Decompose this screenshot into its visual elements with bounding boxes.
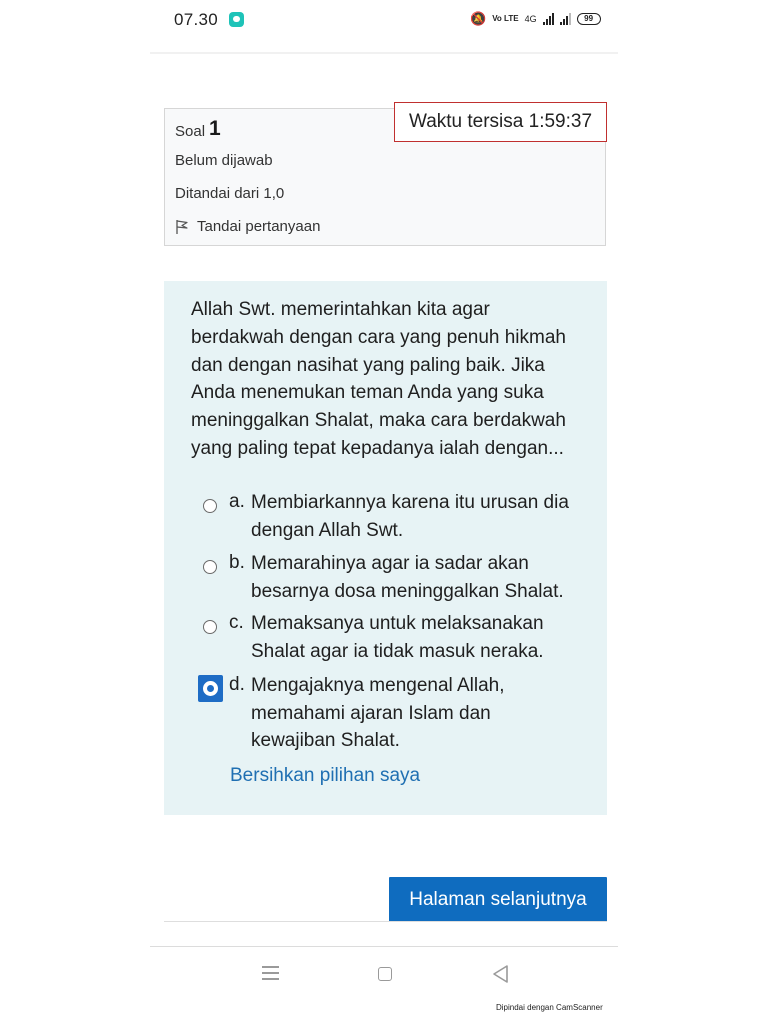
footer-divider — [164, 921, 607, 922]
question-text — [191, 296, 591, 463]
option-line[interactable]: Shalat agar ia tidak masuk neraka. — [251, 640, 544, 662]
clear-choice-link[interactable]: Bersihkan pilihan saya — [230, 765, 421, 786]
option-c-text[interactable] — [251, 610, 591, 665]
option-d-text[interactable] — [251, 672, 591, 755]
option-line[interactable]: besarnya dosa meninggalkan Shalat. — [251, 580, 564, 602]
option-c-letter[interactable]: c. — [229, 612, 244, 633]
answer-status: Belum dijawab — [175, 152, 273, 169]
question-line: yang paling tepat kepadanya ialah dengan... — [191, 437, 564, 459]
option-b-radio[interactable] — [203, 560, 217, 574]
option-d-radio-selected[interactable] — [198, 675, 223, 702]
next-page-button[interactable]: Halaman selanjutnya — [389, 877, 607, 922]
question-line: Allah Swt. memerintahkan kita agar — [191, 299, 490, 320]
menu-icon[interactable] — [262, 966, 279, 980]
question-number: 1 — [209, 117, 221, 140]
option-a-text[interactable] — [251, 489, 591, 544]
signal-icon-1 — [543, 13, 554, 25]
option-line[interactable]: Memaksanya untuk melaksanakan — [251, 613, 544, 634]
option-b-letter[interactable]: b. — [229, 552, 245, 573]
question-line: meninggalkan Shalat, maka cara berdakwah — [191, 410, 566, 432]
status-time: 07.30 — [174, 10, 219, 29]
option-a-radio[interactable] — [203, 499, 217, 513]
question-line: berdakwah dengan cara yang penuh hikmah — [191, 326, 566, 348]
option-line[interactable]: dengan Allah Swt. — [251, 519, 404, 541]
scanner-watermark: Dipindai dengan CamScanner — [496, 1003, 603, 1012]
question-label: Soal — [175, 123, 206, 140]
option-line[interactable]: Membiarkannya karena itu urusan dia — [251, 492, 569, 513]
volte-icon: Vo LTE — [492, 14, 519, 23]
nav-divider — [150, 946, 618, 947]
question-line: Anda menemukan teman Anda yang suka — [191, 382, 544, 404]
network-type: 4G — [524, 14, 537, 24]
chat-app-icon — [229, 12, 244, 27]
battery-icon: 99 — [577, 13, 601, 25]
option-line[interactable]: Memarahinya agar ia sadar akan — [251, 553, 529, 574]
question-line: dan dengan nasihat yang paling baik. Jika — [191, 354, 545, 376]
option-line[interactable]: Mengajaknya mengenal Allah, — [251, 675, 505, 696]
option-line[interactable]: kewajiban Shalat. — [251, 730, 400, 751]
signal-icon-2 — [560, 13, 571, 25]
radio-dot-icon — [203, 681, 218, 696]
back-icon[interactable] — [491, 964, 511, 984]
home-icon[interactable] — [378, 967, 392, 981]
time-remaining: Waktu tersisa 1:59:37 — [394, 102, 607, 142]
option-a-letter[interactable]: a. — [229, 491, 245, 512]
question-mark: Ditandai dari 1,0 — [175, 185, 285, 202]
option-b-text[interactable] — [251, 550, 591, 605]
header-divider — [150, 52, 618, 54]
option-d-letter[interactable]: d. — [229, 674, 245, 695]
flag-question-link[interactable]: Tandai pertanyaan — [197, 218, 321, 235]
option-line[interactable]: memahami ajaran Islam dan — [251, 702, 491, 724]
status-icons — [470, 9, 601, 29]
mute-bell-icon: 🔕 — [470, 11, 487, 26]
flag-icon[interactable] — [175, 219, 189, 235]
option-c-radio[interactable] — [203, 620, 217, 634]
